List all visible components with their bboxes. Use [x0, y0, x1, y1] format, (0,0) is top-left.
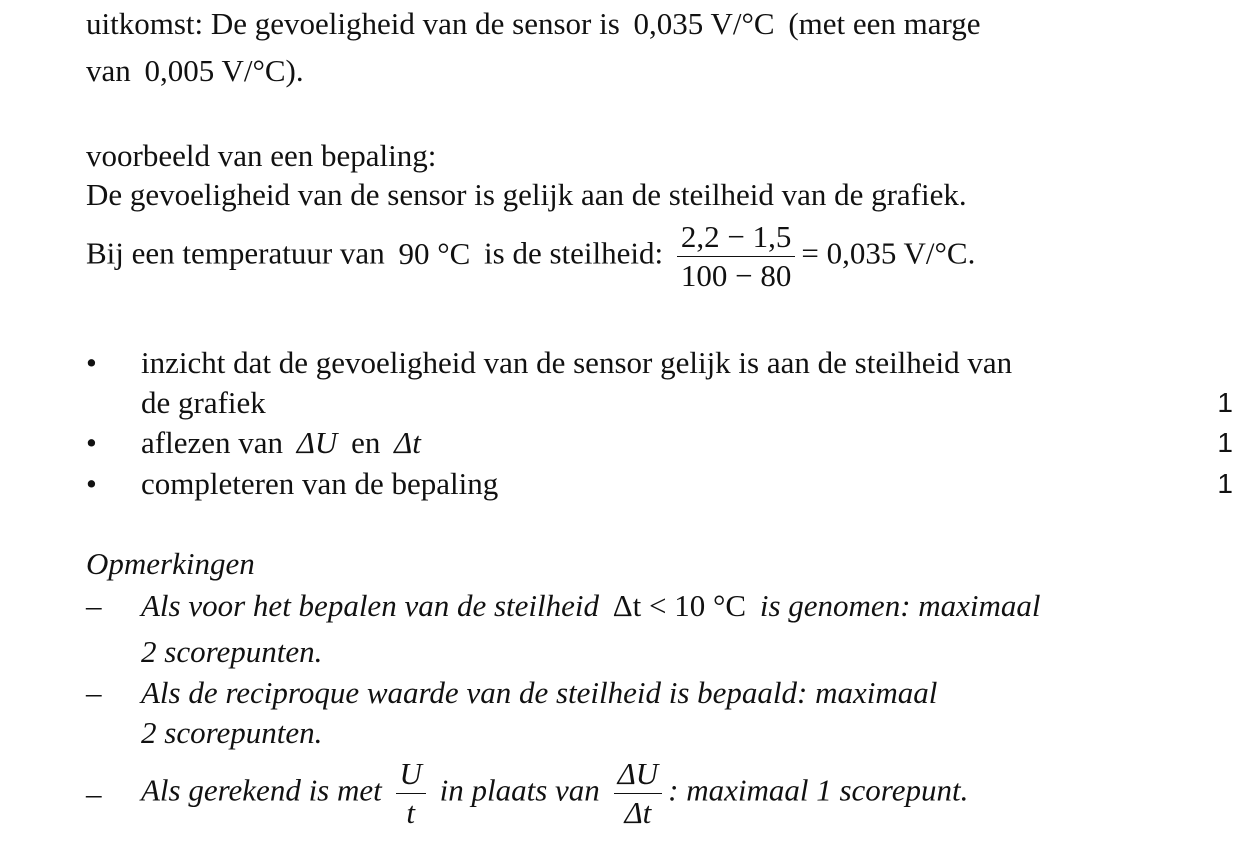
remark-1-dash: –	[86, 588, 102, 623]
remark-1-suffix: is genomen: maximaal	[759, 588, 1041, 623]
outcome-prefix: uitkomst: De gevoeligheid van de sensor is	[86, 6, 620, 41]
slope-denominator: 100 − 80	[680, 258, 792, 293]
outcome-line2-prefix: van	[86, 53, 131, 88]
remark-2-dash: –	[86, 675, 102, 710]
example-heading: voorbeeld van een bepaling:	[86, 138, 437, 173]
slope-numerator: 2,2 − 1,5	[677, 218, 795, 257]
remark-1-line-2: 2 scorepunten.	[141, 634, 323, 669]
delta-t-denominator: Δt	[624, 795, 652, 830]
outcome-suffix: (met een marge	[788, 6, 981, 41]
remark-2-line-1: Als de reciproque waarde van de steilheid is bepaald: maximaal	[141, 675, 938, 710]
remark-3-suffix: : maximaal 1 scorepunt.	[668, 772, 969, 808]
remark-1-prefix: Als voor het bepalen van de steilheid	[141, 588, 599, 623]
u-over-t-fraction	[396, 755, 426, 832]
example-calculation	[86, 218, 975, 295]
delta-u-numerator: ΔU	[614, 755, 663, 794]
remark-1-line-1	[141, 586, 1041, 626]
remark-3-middle: in plaats van	[439, 772, 600, 808]
delta-u-symbol: ΔU	[296, 425, 338, 460]
u-over-t-denominator: t	[406, 795, 415, 830]
delta-t-symbol: Δt	[394, 425, 421, 460]
criterion-1-bullet: •	[86, 345, 97, 380]
outcome-line-1	[86, 4, 981, 44]
u-over-t-numerator: U	[396, 755, 426, 794]
criterion-2-mid: en	[351, 425, 381, 460]
remark-3-text	[141, 755, 968, 832]
slope-fraction	[677, 218, 795, 295]
remark-2-line-2: 2 scorepunten.	[141, 715, 323, 750]
criterion-3-score: 1	[1217, 468, 1233, 499]
delta-u-over-delta-t-fraction	[614, 755, 663, 832]
criterion-3-text: completeren van de bepaling	[141, 466, 499, 501]
calc-result: = 0,035 V/°C.	[801, 235, 976, 271]
criterion-2-prefix: aflezen van	[141, 425, 283, 460]
criterion-2-score: 1	[1217, 427, 1233, 458]
calc-temperature: 90 °C	[398, 235, 471, 271]
calc-middle: is de steilheid:	[484, 235, 664, 271]
remark-3-dash: –	[86, 776, 102, 811]
criterion-1-line-2: de grafiek	[141, 385, 266, 420]
outcome-value: 0,035 V/°C	[633, 6, 775, 41]
outcome-line-2	[86, 51, 304, 91]
criterion-1-score: 1	[1217, 387, 1233, 418]
criterion-2-text	[141, 423, 421, 463]
margin-value: 0,005 V/°C	[144, 53, 286, 88]
criterion-1-line-1: inzicht dat de gevoeligheid van de sensor gelijk is aan de steilheid van	[141, 345, 1013, 380]
example-sentence: De gevoeligheid van de sensor is gelijk aan de steilheid van de grafiek.	[86, 177, 967, 212]
outcome-line2-suffix: ).	[285, 53, 304, 88]
criterion-3-bullet: •	[86, 466, 97, 501]
calc-prefix: Bij een temperatuur van	[86, 235, 385, 271]
criterion-2-bullet: •	[86, 425, 97, 460]
remark-3-prefix: Als gerekend is met	[141, 772, 382, 808]
remarks-heading: Opmerkingen	[86, 546, 255, 581]
remark-1-condition: Δt < 10 °C	[612, 588, 747, 623]
